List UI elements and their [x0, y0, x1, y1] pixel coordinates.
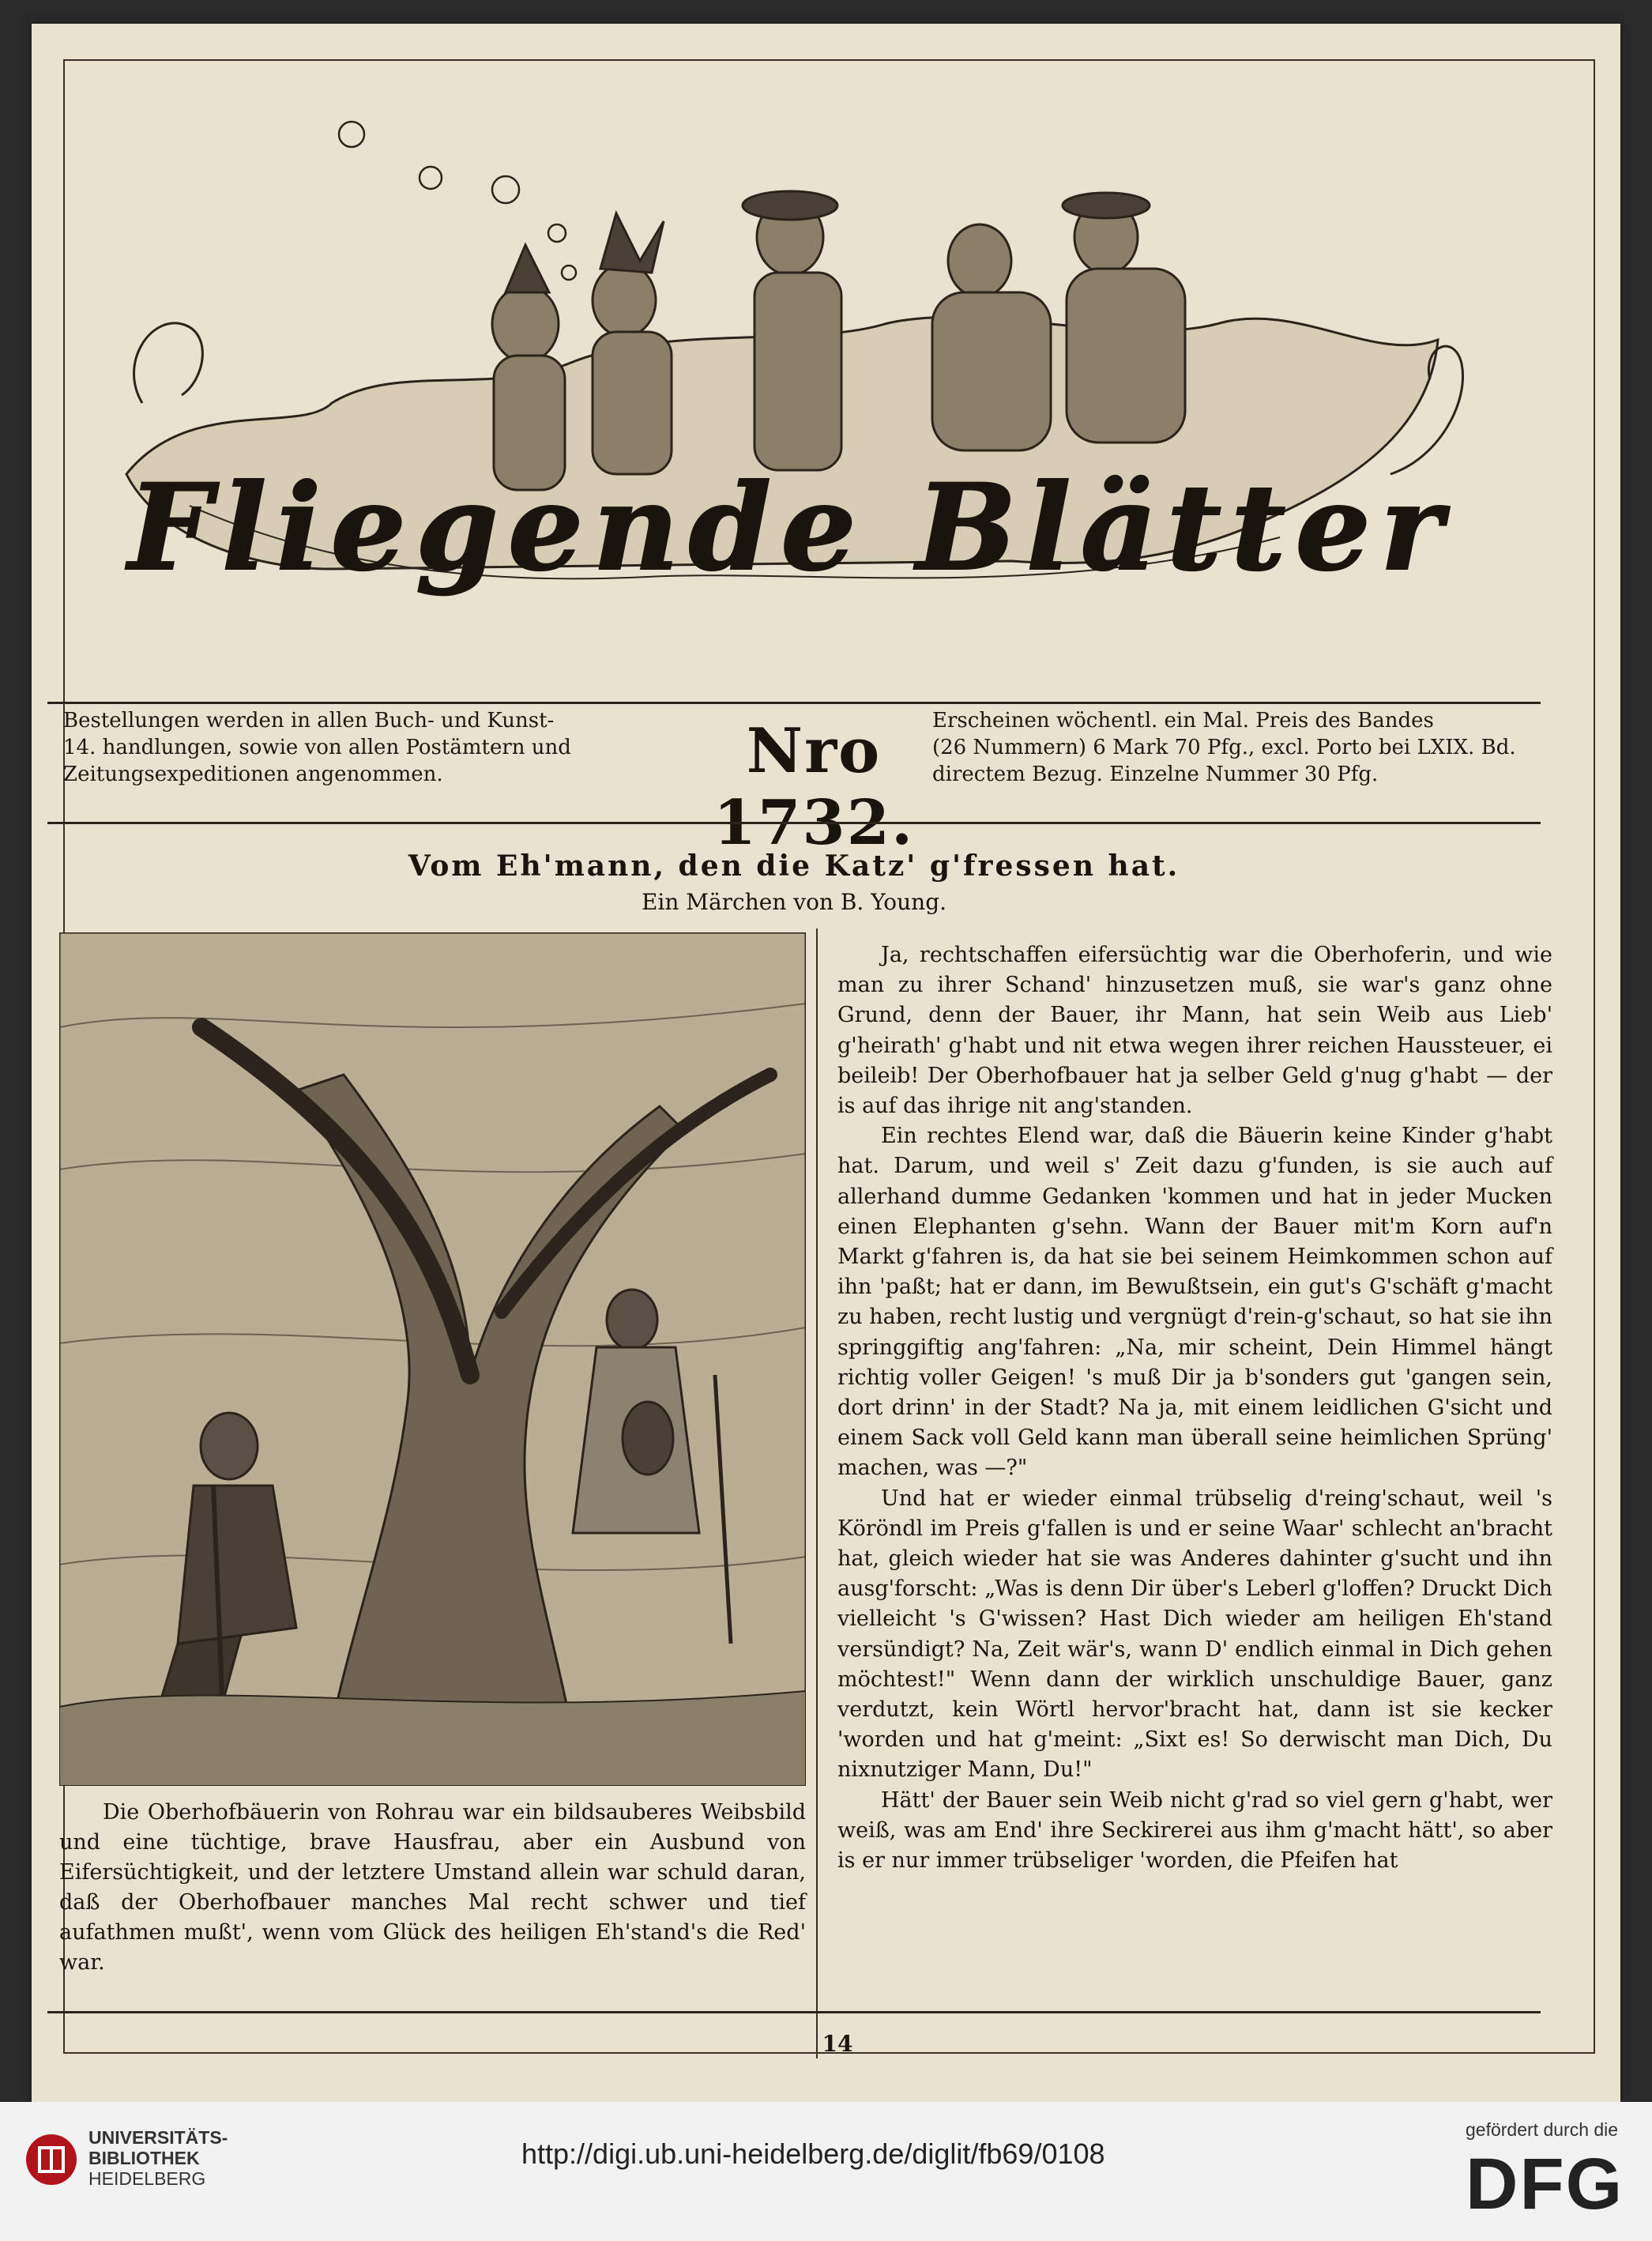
dfg-logo: DFG [1466, 2144, 1624, 2224]
source-url-link[interactable]: http://digi.ub.uni-heidelberg.de/diglit/fb69/0108 [521, 2137, 1105, 2170]
university-logo-icon [24, 2132, 79, 2187]
library-line: BIBLIOTHEK [88, 2148, 200, 2168]
column-divider [816, 928, 818, 2058]
right-column-text [837, 940, 1552, 1876]
paragraph: Ein rechtes Elend war, daß die Bäuerin keine Kinder g'habt hat. Darum, und weil s' Zeit dazu g'funden, is sie auch auf allerhand dumme Gedanken 'kommen und hat in jeder Mucken einen Elephanten g'sehn. Wann der Bauer mit'm Korn auf'n Markt g'fahren is, da hat sie bei seinem Heimkommen schon auf ihn 'paßt; hat er dann, im Bewußtsein, ein gut's G'schäft g'macht zu haben, recht lustig und vergnügt d'rein-g'schaut, so hat sie ihn springgiftig ang'fahren: „Na, mir scheint, Dein Himmel hängt richtig voller Geigen! 's muß Dir ja b'sonders gut 'gangen sein, dort drinn' in der Stadt? Na ja, mit einem leidlichen G'sicht und einem Sack voll Geld kann man überall seine heimlichen Sprüng' machen, was —?" [837, 1124, 1552, 1481]
article-title: Vom Eh'mann, den die Katz' g'fressen hat. [408, 849, 1180, 883]
price-line: directem Bezug. Einzelne Nummer 30 Pfg. [932, 763, 1379, 786]
article-byline: Ein Märchen von B. Young. [641, 889, 947, 915]
subscription-info-right [932, 707, 1549, 788]
footer-bar [0, 2102, 1652, 2241]
paragraph: Die Oberhofbäuerin von Rohrau war ein bildsauberes Weibsbild und eine tüchtige, brave Hausfrau, aber ein Ausbund von Eifersüchtigkeit, und der letztere Umstand allein war schuld daran, daß der Oberhofbauer manches Mal recht schwer und tief aufathmen mußt', wenn vom Glück des heiligen Eh'stand's die Red' war. [59, 1800, 806, 1975]
header-bottom-rule [47, 822, 1541, 824]
library-line: HEIDELBERG [88, 2168, 206, 2189]
paragraph: Hätt' der Bauer sein Weib nicht g'rad so viel gern g'habt, wer weiß, was am End' ihre Seckirerei aus ihm g'macht hätt', so aber is er nur immer trübseliger 'worden, die Pfeifen hat [837, 1787, 1552, 1874]
left-column-text [59, 1798, 806, 1978]
top-rule [47, 702, 1541, 704]
issue-number: Nro 1732. [713, 715, 915, 859]
bottom-rule [47, 2011, 1541, 2013]
subscription-line: Bestellungen werden in allen Buch- und Kunst- [63, 709, 555, 733]
subscription-line: 14. handlungen, sowie von allen Postämtern und [63, 736, 571, 759]
price-line: Erscheinen wöchentl. ein Mal. Preis des Bandes [932, 709, 1434, 733]
paragraph: Ja, rechtschaffen eifersüchtig war die Oberhoferin, und wie man zu ihrer Schand' hinzusetzen muß, sie war's ganz ohne Grund, denn der Bauer, ihr Mann, hat sein Weib aus Lieb' g'heirath' g'habt und nit etwa wegen ihrer reichen Haussteuer, ei beileib! Der Oberhofbauer hat ja selber Geld g'nug g'habt — der is auf das ihrige nit ang'standen. [837, 943, 1552, 1119]
subscription-info-left [63, 707, 695, 788]
subscription-line: Zeitungsexpeditionen angenommen. [63, 763, 443, 786]
paragraph: Und hat er wieder einmal trübselig d'reing'schaut, weil 's Köröndl im Preis g'fallen is und er seine Waar' schlecht an'bracht hat, gleich wieder hat sie was Anderes dahinter g'sucht und ihn ausg'forscht: „Was is denn Dir über's Leberl g'loffen? Druckt Dich vielleicht 's G'wissen? Hast Dich wieder am heiligen Eh'stand versündigt? Na, Zeit wär's, wann D' endlich einmal in Dich gehen möchtest!" Wenn dann der wirklich unschuldige Bauer, ganz verdutzt, kein Wörtl hervor'bracht hat, dann ist sie kecker 'worden und hat g'meint: „Sixt es! So derwischt man Dich, Du nixnutziger Mann, Du!" [837, 1486, 1552, 1783]
forest-illustration [59, 932, 806, 1786]
price-line: (26 Nummern) 6 Mark 70 Pfg., excl. Porto bei LXIX. Bd. [932, 736, 1516, 759]
page-number: 14 [822, 2031, 853, 2057]
funding-note: gefördert durch die [1466, 2119, 1619, 2140]
masthead-title-logo: Fliegende Blätter [128, 458, 1452, 597]
university-library-name [88, 2127, 228, 2189]
library-line: UNIVERSITÄTS- [88, 2127, 228, 2148]
masthead-illustration [95, 63, 1485, 672]
